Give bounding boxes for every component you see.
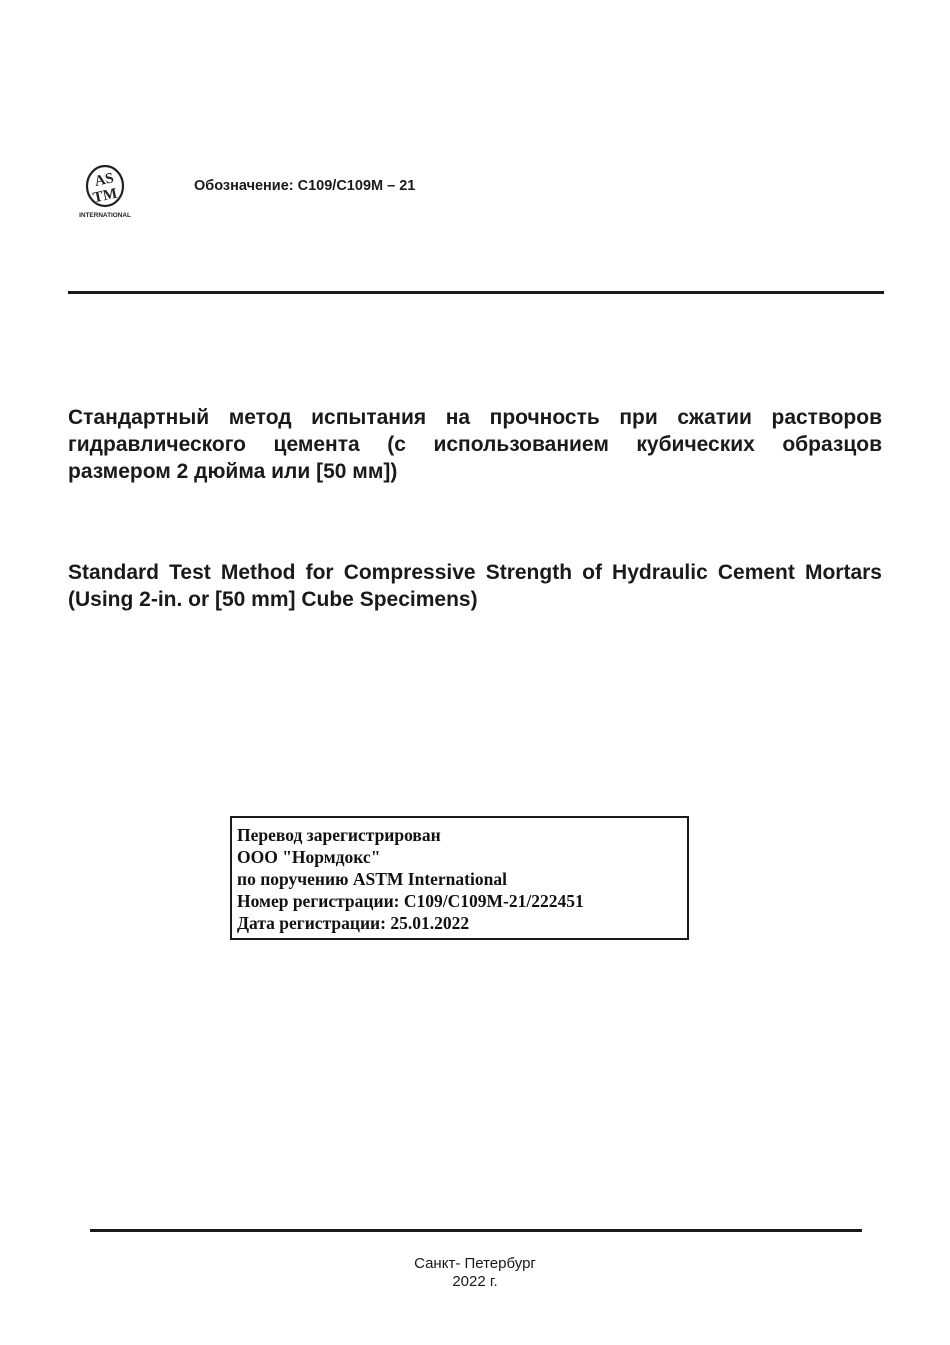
svg-text:TM: TM [91,185,119,207]
registration-date: Дата регистрации: 25.01.2022 [237,913,470,933]
designation: Обозначение: C109/C109M – 21 [194,178,416,194]
registration-line: Перевод зарегистрирован [237,825,441,845]
footer-year: 2022 г. [452,1273,498,1290]
footer-city: Санкт- Петербург [414,1255,536,1272]
svg-text:AS: AS [93,170,116,190]
registration-number: Номер регистрации: C109/C109M-21/222451 [237,891,584,911]
registration-line: по поручению ASTM International [237,869,507,889]
logo-text: INTERNATIONAL [79,212,131,219]
top-divider [68,291,884,294]
registration-line: ООО "Нормдокс" [237,847,381,867]
title-russian: Стандартный метод испытания на прочность при сжатии растворов гидравлического цемента (с использованием кубических образцов размером 2 дюйма или [50 мм]) [68,406,882,483]
registration-box [230,816,689,940]
bottom-divider [90,1229,862,1232]
title-english: Standard Test Method for Compressive Strength of Hydraulic Cement Mortars (Using 2-in. or [50 mm] Cube Specimens) [68,561,882,611]
astm-logo-icon [78,164,132,222]
